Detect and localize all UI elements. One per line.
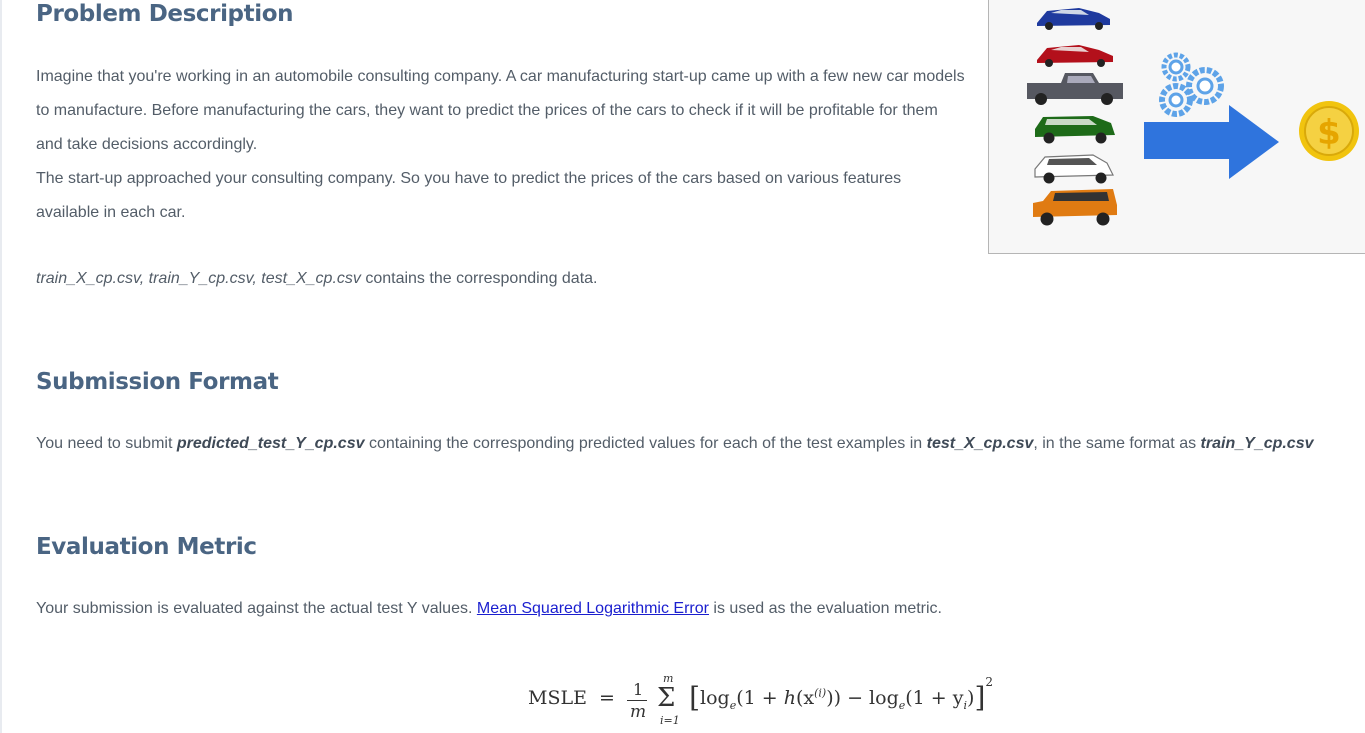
submission-format-heading: Submission Format bbox=[36, 369, 279, 395]
car-price-illustration bbox=[988, 0, 1365, 254]
evaluation-paragraph bbox=[36, 600, 942, 618]
car-green-suv-icon bbox=[1035, 116, 1115, 144]
problem-startup-paragraph: The start-up approached your consulting company. So you have to predict the prices of the cars based on various features available in each car. bbox=[36, 170, 902, 221]
formula-power: 2 bbox=[985, 675, 994, 689]
submission-file-train-y: train_Y_cp.csv bbox=[1200, 435, 1314, 452]
formula-sub-e-b: e bbox=[898, 698, 906, 712]
data-files-suffix: contains the corresponding data. bbox=[360, 270, 598, 287]
formula-log-a: log bbox=[700, 687, 730, 709]
problem-description-heading: Problem Description bbox=[36, 1, 294, 27]
car-red-sedan-icon bbox=[1037, 45, 1113, 67]
car-orange-offroad-icon bbox=[1033, 189, 1117, 226]
formula-numerator: 1 bbox=[632, 680, 644, 699]
formula-term-b: (1 + y bbox=[905, 687, 964, 709]
sigma-symbol: Σ bbox=[657, 683, 676, 713]
formula-lhs: MSLE bbox=[528, 687, 587, 709]
car-gray-pickup-icon bbox=[1027, 73, 1123, 105]
formula-sum-upper: m bbox=[663, 672, 674, 685]
submission-paragraph bbox=[36, 435, 1314, 453]
coin-symbol: $ bbox=[1317, 113, 1341, 153]
car-blue-sedan-icon bbox=[1037, 8, 1110, 30]
car-white-suv-icon bbox=[1035, 155, 1113, 184]
evaluation-metric-heading: Evaluation Metric bbox=[36, 534, 257, 560]
formula-denominator: m bbox=[629, 702, 647, 722]
submission-file-test-x: test_X_cp.csv bbox=[926, 435, 1034, 452]
formula-equals: = bbox=[599, 687, 615, 709]
evaluation-text-1: Your submission is evaluated against the actual test Y values. bbox=[36, 600, 477, 617]
formula-term-a-open: (1 + bbox=[736, 687, 784, 709]
formula-sub-i: i bbox=[963, 698, 968, 712]
submission-text-2: containing the corresponding predicted values for each of the test examples in bbox=[364, 435, 927, 452]
gears-icon bbox=[1162, 55, 1221, 114]
formula-term-a-close: )) bbox=[826, 687, 842, 709]
formula-sum-lower: i=1 bbox=[660, 714, 680, 727]
formula-h: h bbox=[783, 687, 796, 709]
formula-log-b: log bbox=[869, 687, 899, 709]
formula-close-bracket: ] bbox=[974, 681, 986, 714]
evaluation-text-2: is used as the evaluation metric. bbox=[708, 600, 942, 617]
formula-term-b-close: ) bbox=[967, 687, 975, 709]
submission-file-predicted: predicted_test_Y_cp.csv bbox=[176, 435, 365, 452]
formula-minus: − bbox=[841, 687, 870, 709]
data-files-line bbox=[36, 270, 598, 288]
left-border bbox=[0, 0, 2, 733]
formula-sum bbox=[655, 672, 683, 727]
submission-text-1: You need to submit bbox=[36, 435, 177, 452]
formula-x: (x bbox=[795, 687, 815, 709]
right-arrow-icon bbox=[1144, 105, 1279, 179]
msle-formula bbox=[528, 672, 994, 727]
data-files-names: train_X_cp.csv, train_Y_cp.csv, test_X_cp.csv bbox=[36, 270, 361, 287]
problem-intro-paragraph: Imagine that you're working in an automobile consulting company. A car manufacturing start-up came up with a few new car models to manufacture. Before manufacturing the cars, they want to predict the prices of the cars to check if it will be profitable for them and take decisions accordingly. bbox=[36, 68, 965, 153]
formula-fraction bbox=[627, 680, 649, 722]
formula-sub-e-a: e bbox=[729, 698, 737, 712]
formula-fraction-bar bbox=[627, 700, 647, 701]
illustration-graphic bbox=[989, 0, 1365, 254]
formula-sup-i: (i) bbox=[814, 686, 827, 700]
msle-link[interactable]: Mean Squared Logarithmic Error bbox=[476, 600, 709, 617]
formula-open-bracket: [ bbox=[689, 681, 701, 714]
submission-text-3: , in the same format as bbox=[1033, 435, 1201, 452]
